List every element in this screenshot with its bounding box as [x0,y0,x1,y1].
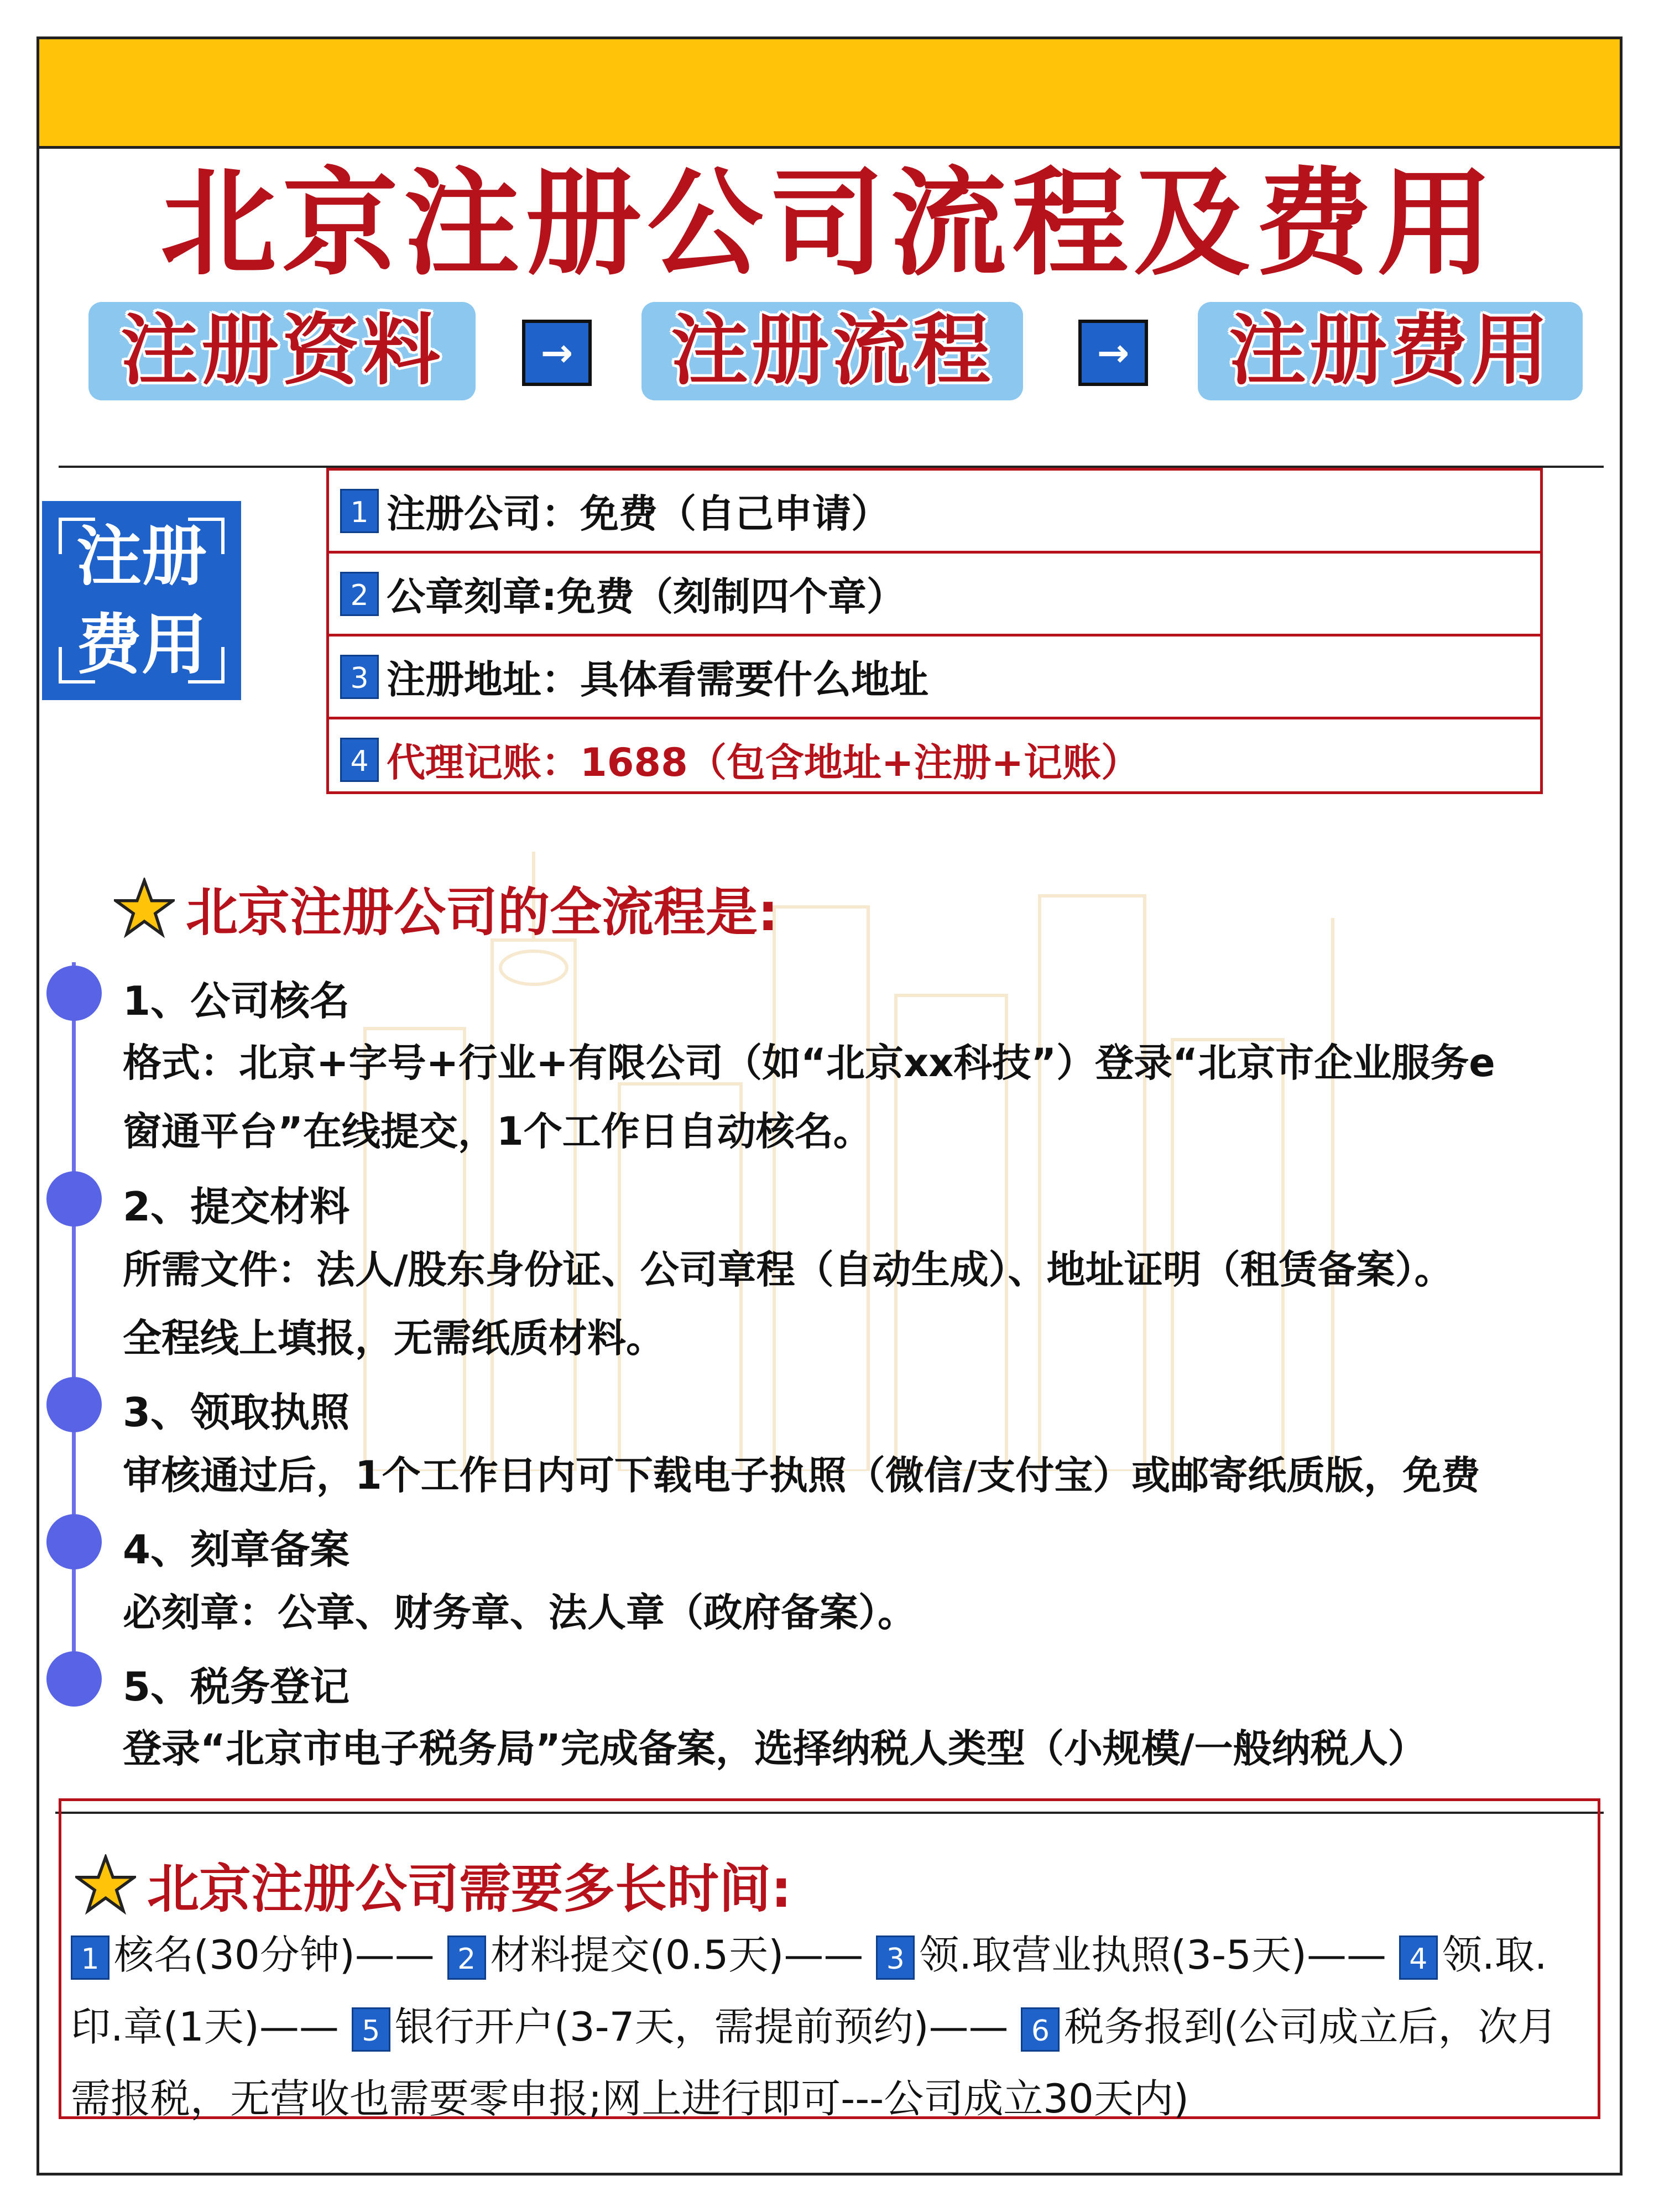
fee-row [329,719,1540,800]
fee-row [329,471,1540,554]
number-badge: 3 [876,1936,915,1980]
step-body [123,1714,1638,1783]
pill-registration-fees: 注册费用 [1198,302,1583,400]
fee-text: 代理记账：1688（包含地址+注册+记账） [387,740,1140,785]
timeline-dot-icon [46,1377,102,1432]
time-step: 材料提交(0.5天)—— [490,1932,864,1978]
step-body-line: 全程线上填报，无需纸质材料。 [123,1316,665,1361]
step-body [123,1235,1638,1373]
arrow-icon: → [1078,320,1148,386]
pill-registration-process: 注册流程 [641,302,1023,400]
fee-text: 注册公司：免费（自己申请） [387,491,890,536]
step-body-line: 审核通过后，1个工作日内可下载电子执照（微信/支付宝）或邮寄纸质版，免费 [123,1453,1480,1498]
fee-table [326,468,1543,794]
number-badge: 4 [340,738,379,782]
timeline-line [72,962,76,1681]
timeline-dot-icon [46,1651,102,1707]
fee-text: 公章刻章:免费（刻制四个章） [387,574,905,619]
process-heading [114,870,779,945]
number-badge: 5 [352,2007,390,2052]
fee-text: 注册地址：具体看需要什么地址 [387,657,928,702]
time-step: 领.取营业执照(3-5天)—— [919,1932,1386,1978]
step-body [123,1441,1638,1510]
process-heading-text: 北京注册公司的全流程是: [186,883,779,943]
top-yellow-bar [39,39,1620,149]
number-badge: 2 [447,1936,486,1980]
step-body [123,1578,1638,1647]
number-badge: 2 [340,572,379,616]
step-body-line: 窗通平台”在线提交，1个工作日自动核名。 [123,1109,872,1154]
time-steps-text [71,1919,1586,2135]
star-icon [75,1854,136,1915]
fee-badge-line1: 注册 [76,518,207,594]
number-badge: 6 [1021,2007,1060,2052]
corner-mark-icon [59,518,95,554]
pill-registration-materials: 注册资料 [88,302,476,400]
fee-row [329,637,1540,719]
number-badge: 3 [340,655,379,699]
number-badge: 1 [340,489,379,533]
time-step: 税务报到(公司成立后，次月需报税，无营收也需要零申报;网上进行即可---公司成立30天内) [71,2004,1558,2122]
step-body-line: 所需文件：法人/股东身份证、公司章程（自动生成）、地址证明（租赁备案）。 [123,1247,1453,1292]
corner-mark-icon [188,647,225,684]
step-body-line: 格式：北京+字号+行业+有限公司（如“北京xx科技”）登录“北京市企业服务e [123,1040,1495,1086]
timeline-dot-icon [46,1514,102,1569]
number-badge: 4 [1399,1936,1438,1980]
time-heading-text: 北京注册公司需要多长时间: [147,1859,792,1919]
fee-badge-line2: 费用 [76,607,207,683]
corner-mark-icon [188,518,225,554]
step-title: 2、提交材料 [123,1183,350,1230]
timeline-dot-icon [46,966,102,1021]
time-step: 银行开户(3-7天，需提前预约)—— [394,2004,1009,2050]
star-icon [114,878,175,938]
step-body [123,1029,1638,1166]
page-title: 北京注册公司流程及费用 [160,156,1499,291]
step-title: 5、税务登记 [123,1663,350,1710]
step-title: 3、领取执照 [123,1389,350,1436]
step-body-line: 必刻章：公章、财务章、法人章（政府备案）。 [123,1590,916,1635]
number-badge: 1 [71,1936,109,1980]
arrow-icon: → [522,320,592,386]
step-title: 1、公司核名 [123,978,350,1024]
time-step: 核名(30分钟)—— [114,1932,435,1978]
time-step: 领.取.印.章(1天)—— [71,1932,1547,2050]
fee-badge [42,501,241,700]
step-title: 4、刻章备案 [123,1526,350,1573]
corner-mark-icon [59,647,95,684]
fee-row [329,554,1540,637]
time-heading [75,1847,792,1922]
step-body-line: 登录“北京市电子税务局”完成备案，选择纳税人类型（小规模/一般纳税人） [123,1726,1427,1771]
timeline-dot-icon [46,1171,102,1227]
